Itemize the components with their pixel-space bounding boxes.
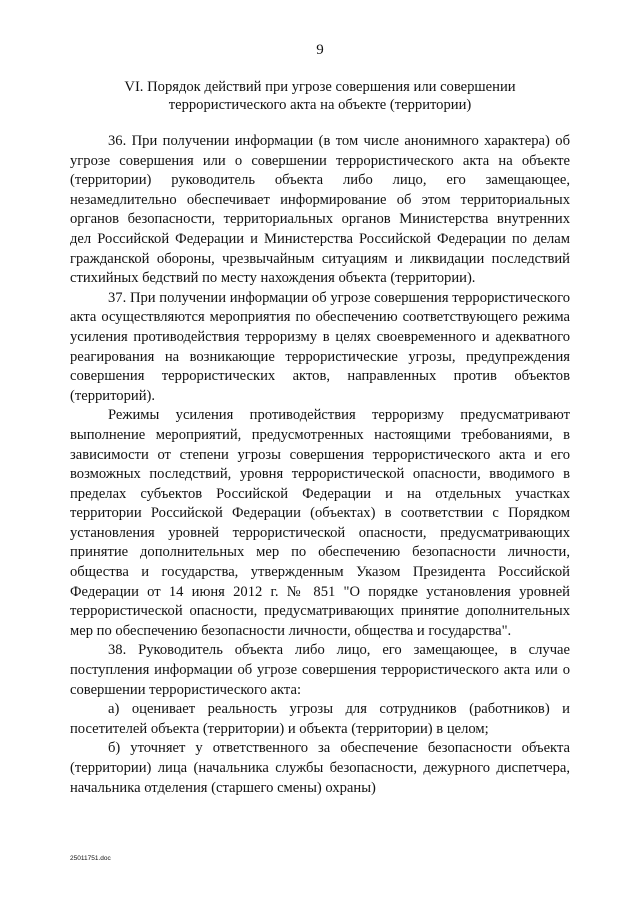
section-heading-line-1: VI. Порядок действий при угрозе совершения или совершении [124,79,516,95]
paragraph-38-b: б) уточняет у ответственного за обеспечение безопасности объекта (территории) лица (начальника службы безопасности, дежурного диспетчера, начальника отделения (старшего смены) охраны) [70,740,570,796]
paragraph-regimes: Режимы усиления противодействия терроризму предусматривают выполнение мероприятий, предусмотренных настоящими требованиями, в зависимости от степени угрозы совершения террористического акта и его возможных последствий, уровня террористической опасности, вводимого в пределах субъектов Российской Федерации и на отдельных участках территории Российской Федерации (объектах) в соответствии с Порядком установления уровней террористической опасности, предусматривающих принятие дополнительных мер по обеспечению безопасности личности, общества и государства, утвержденным Указом Президента Российской Федерации от 14 июня 2012 г. № 851 "О порядке установления уровней террористической опасности, предусматривающих принятие дополнительных мер по обеспечению безопасности личности, общества и государства". [70,407,570,639]
paragraph-38-a: а) оценивает реальность угрозы для сотрудников (работников) и посетителей объекта (территории) и объекта (территории) в целом; [70,701,570,737]
paragraph-36: 36. При получении информации (в том числе анонимного характера) об угрозе совершения или о совершении террористического акта на объекте (территории) руководитель объекта либо лицо, его замещающее, незамедлительно обеспечивает информирование об этом территориальных органов безопасности, территориальных органов Министерства внутренних дел Российской Федерации и Министерства Российской Федерации по делам гражданской обороны, чрезвычайным ситуациям и ликвидации последствий стихийных бедствий по месту нахождения объекта (территории). [70,133,570,287]
paragraph-37: 37. При получении информации об угрозе совершения террористического акта осуществляются мероприятия по обеспечению соответствующего режима усиления противодействия терроризму в целях своевременного и адекватного реагирования на возникающие террористические угрозы, предупреждения совершения террористических актов, направленных против объектов (территорий). [70,289,570,404]
footer-file-code: 25011751.doc [70,855,111,862]
section-heading-line-2: террористического акта на объекте (территории) [168,97,472,113]
paragraph-38: 38. Руководитель объекта либо лицо, его замещающее, в случае поступления информации об угрозе совершения террористического акта или о совершении террористического акта: [70,642,570,698]
document-body [70,132,570,798]
section-heading [70,78,570,114]
page-number: 9 [316,42,324,58]
